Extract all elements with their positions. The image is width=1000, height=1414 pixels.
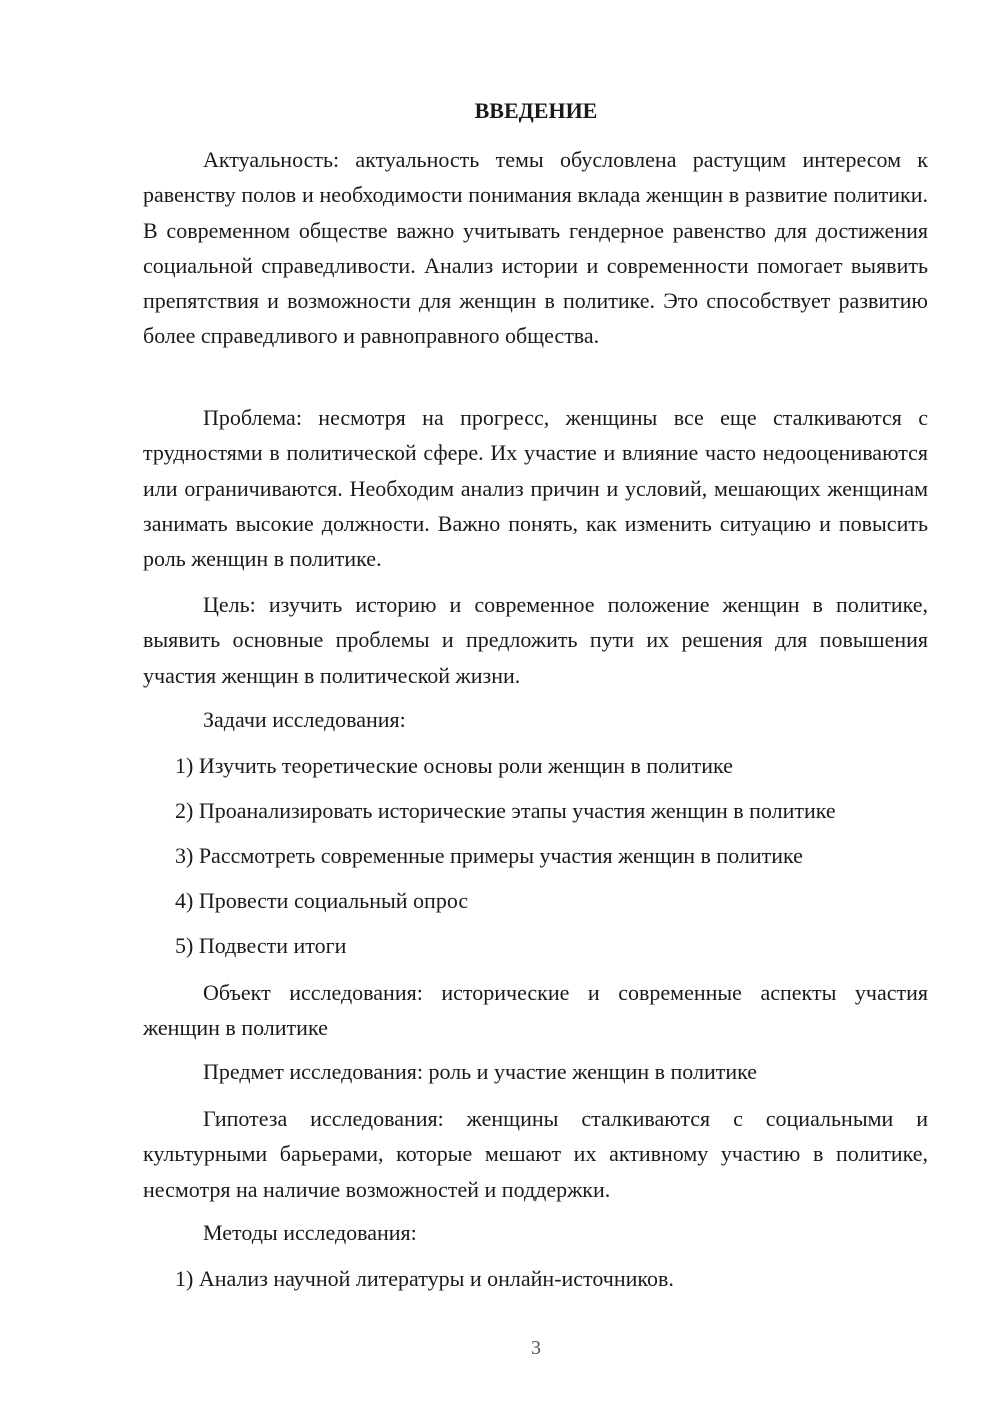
page-title: ВВЕДЕНИЕ xyxy=(474,98,598,123)
methods-heading: Методы исследования: xyxy=(203,1220,417,1245)
hypothesis-paragraph: Гипотеза исследования: женщины сталкиваются с социальными и культурными барьерами, которые мешают их активному участию в политике, несмотря на наличие возможностей и поддержки. xyxy=(143,1106,928,1202)
task-item-5: 5) Подвести итоги xyxy=(175,933,347,958)
relevance-paragraph: Актуальность: актуальность темы обусловлена растущим интересом к равенству полов и необходимости понимания вклада женщин в развитие политики. В современном обществе важно учитывать гендерное равенство для достижения социальной справедливости. Анализ истории и современности помогает выявить препятствия и возможности для женщин в политике. Это способствует развитию более справедливого и равноправного общества. xyxy=(143,147,928,349)
task-item-1: 1) Изучить теоретические основы роли женщин в политике xyxy=(175,753,733,778)
problem-paragraph: Проблема: несмотря на прогресс, женщины все еще сталкиваются с трудностями в политической сфере. Их участие и влияние часто недооцениваются или ограничиваются. Необходим анализ причин и условий, мешающих женщинам занимать высокие должности. Важно понять, как изменить ситуацию и повысить роль женщин в политике. xyxy=(143,405,928,572)
tasks-heading: Задачи исследования: xyxy=(203,707,406,732)
method-item-1: 1) Анализ научной литературы и онлайн-источников. xyxy=(175,1266,674,1291)
task-item-2: 2) Проанализировать исторические этапы участия женщин в политике xyxy=(175,798,836,823)
subject-paragraph: Предмет исследования: роль и участие женщин в политике xyxy=(203,1059,758,1084)
object-paragraph: Объект исследования: исторические и современные аспекты участия женщин в политике xyxy=(143,980,928,1041)
goal-paragraph: Цель: изучить историю и современное положение женщин в политике, выявить основные проблемы и предложить пути их решения для повышения участия женщин в политической жизни. xyxy=(143,592,928,688)
task-item-4: 4) Провести социальный опрос xyxy=(175,888,469,913)
task-item-3: 3) Рассмотреть современные примеры участия женщин в политике xyxy=(175,843,803,868)
page-number: 3 xyxy=(531,1337,541,1359)
